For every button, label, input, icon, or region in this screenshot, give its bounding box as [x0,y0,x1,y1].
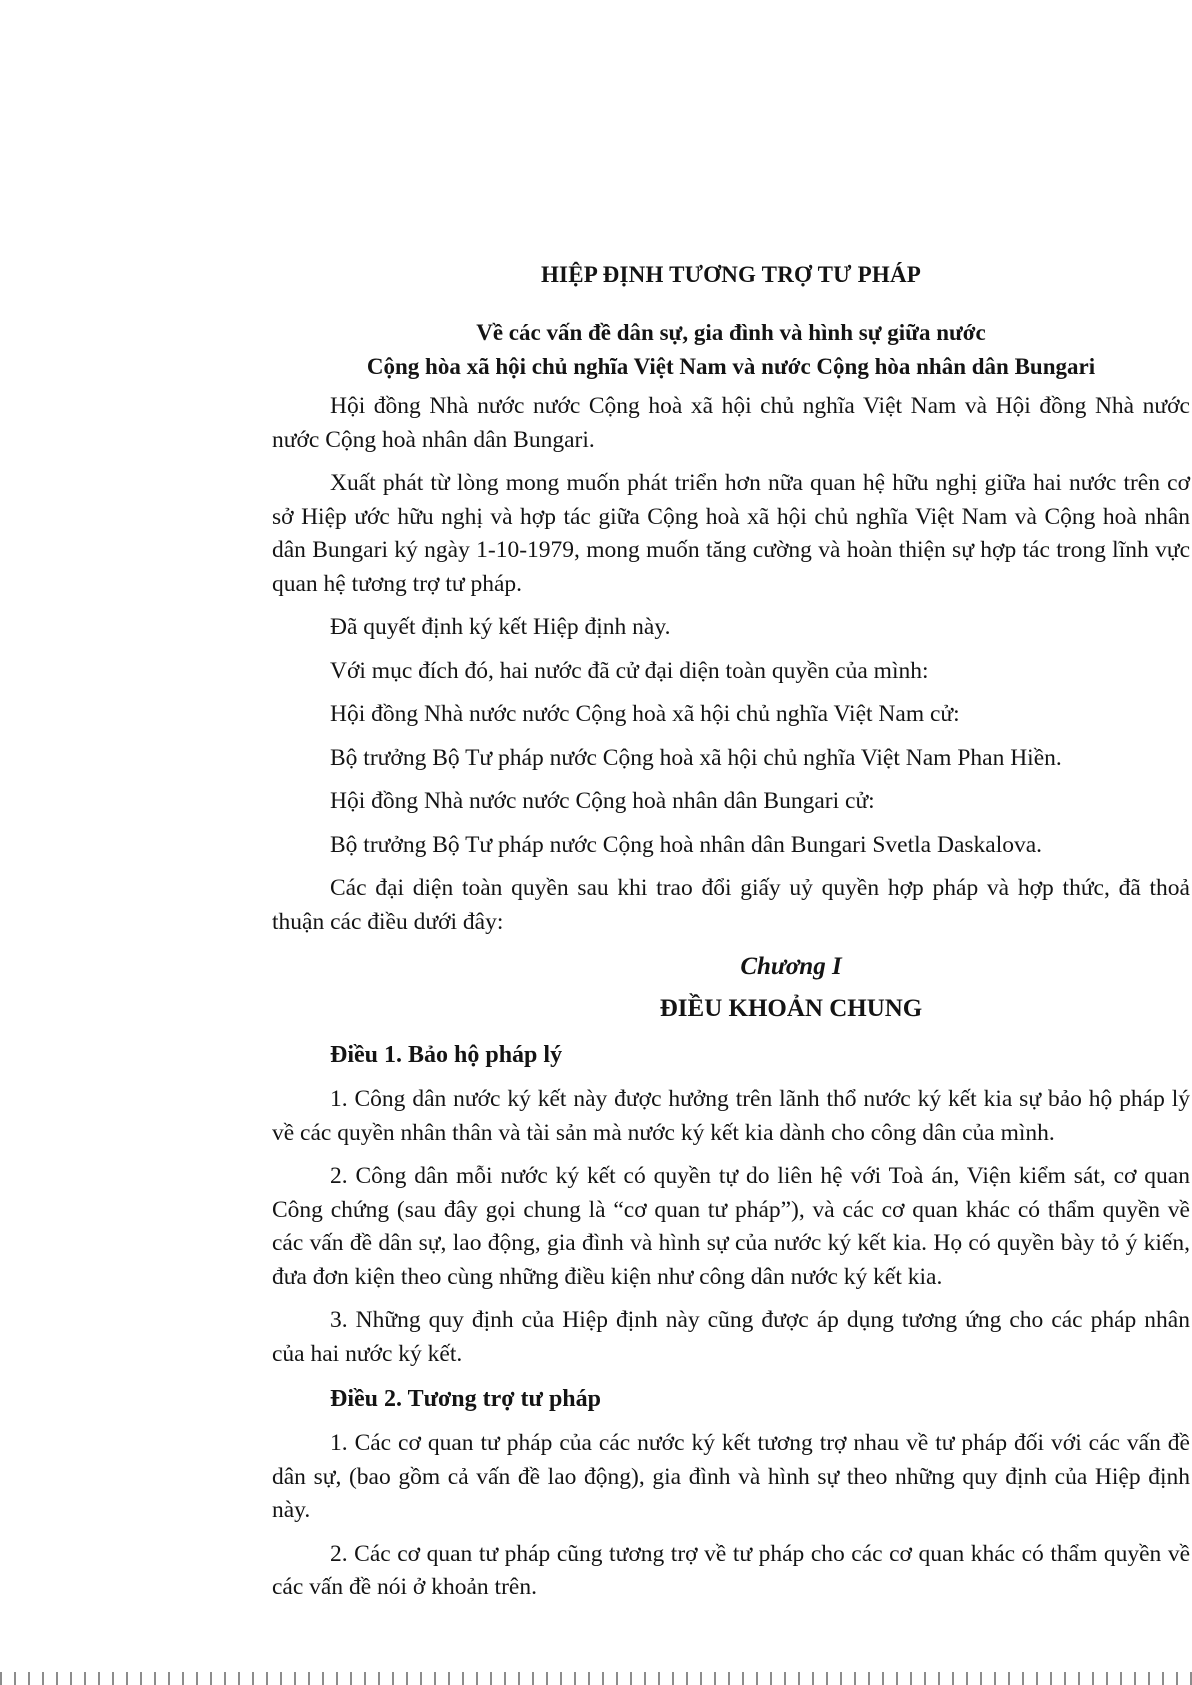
article-1-heading: Điều 1. Bảo hộ pháp lý [330,1042,563,1068]
document-subtitle [272,316,1190,384]
document-title: HIỆP ĐỊNH TƯƠNG TRỢ TƯ PHÁP [540,262,922,287]
preamble-paragraph-2: Xuất phát từ lòng mong muốn phát triển hơn nữa quan hệ hữu nghị giữa hai nước trên cơ sở Hiệp ước hữu nghị và hợp tác giữa Cộng hoà xã hội chủ nghĩa Việt Nam và Cộng hoà nhân dân Bungari ký ngày 1-10-1979, mong muốn tăng cường và hoàn thiện sự hợp tác trong lĩnh vực quan hệ tương trợ tư pháp. [272,470,1190,597]
subtitle-line-2: Cộng hòa xã hội chủ nghĩa Việt Nam và nước Cộng hòa nhân dân Bungari [366,354,1096,379]
preamble-paragraph-6: Bộ trưởng Bộ Tư pháp nước Cộng hoà xã hội chủ nghĩa Việt Nam Phan Hiền. [330,744,1062,771]
subtitle-line-1: Về các vấn đề dân sự, gia đình và hình sự giữa nước [476,320,986,345]
article-2-paragraph-2: 2. Các cơ quan tư pháp cũng tương trợ về tư pháp cho các cơ quan khác có thẩm quyền về các vấn đề nói ở khoản trên. [272,1540,1190,1600]
article-1-paragraph-3: 3. Những quy định của Hiệp định này cũng được áp dụng tương ứng cho các pháp nhân của hai nước ký kết. [272,1307,1190,1367]
article-1-paragraph-2: 2. Công dân mỗi nước ký kết có quyền tự do liên hệ với Toà án, Viện kiểm sát, cơ quan Công chứng (sau đây gọi chung là “cơ quan tư pháp”), và các cơ quan khác có thẩm quyền về các vấn đề dân sự, lao động, gia đình và hình sự của nước ký kết kia. Họ có quyền bày tỏ ý kiến, đưa đơn kiện theo cùng những điều kiện như công dân nước ký kết kia. [272,1163,1190,1290]
chapter-title: ĐIỀU KHOẢN CHUNG [659,995,923,1022]
preamble-paragraph-4: Với mục đích đó, hai nước đã cử đại diện toàn quyền của mình: [330,657,929,684]
preamble-paragraph-8: Bộ trưởng Bộ Tư pháp nước Cộng hoà nhân dân Bungari Svetla Daskalova. [330,831,1043,858]
article-1-paragraph-1: 1. Công dân nước ký kết này được hưởng trên lãnh thổ nước ký kết kia sự bảo hộ pháp lý về các quyền nhân thân và tài sản mà nước ký kết kia dành cho công dân của mình. [272,1086,1190,1146]
preamble-paragraph-3: Đã quyết định ký kết Hiệp định này. [330,614,671,640]
preamble-paragraph-7: Hội đồng Nhà nước nước Cộng hoà nhân dân Bungari cử: [330,788,875,814]
article-2-paragraph-1: 1. Các cơ quan tư pháp của các nước ký kết tương trợ nhau về tư pháp đối với các vấn đề dân sự, (bao gồm cả vấn đề lao động), gia đình và hình sự theo những quy định của Hiệp định này. [272,1430,1190,1523]
bottom-edge-artifact [0,1672,1192,1685]
chapter-label: Chương I [740,953,842,980]
preamble-paragraph-5: Hội đồng Nhà nước nước Cộng hoà xã hội chủ nghĩa Việt Nam cử: [330,701,960,727]
document-page [272,262,1190,1615]
preamble-paragraph-1: Hội đồng Nhà nước nước Cộng hoà xã hội chủ nghĩa Việt Nam và Hội đồng Nhà nước nước Cộng hoà nhân dân Bungari. [272,393,1190,453]
preamble-paragraph-9: Các đại diện toàn quyền sau khi trao đổi giấy uỷ quyền hợp pháp và hợp thức, đã thoả thuận các điều dưới đây: [272,875,1190,935]
article-2-heading: Điều 2. Tương trợ tư pháp [330,1386,601,1412]
